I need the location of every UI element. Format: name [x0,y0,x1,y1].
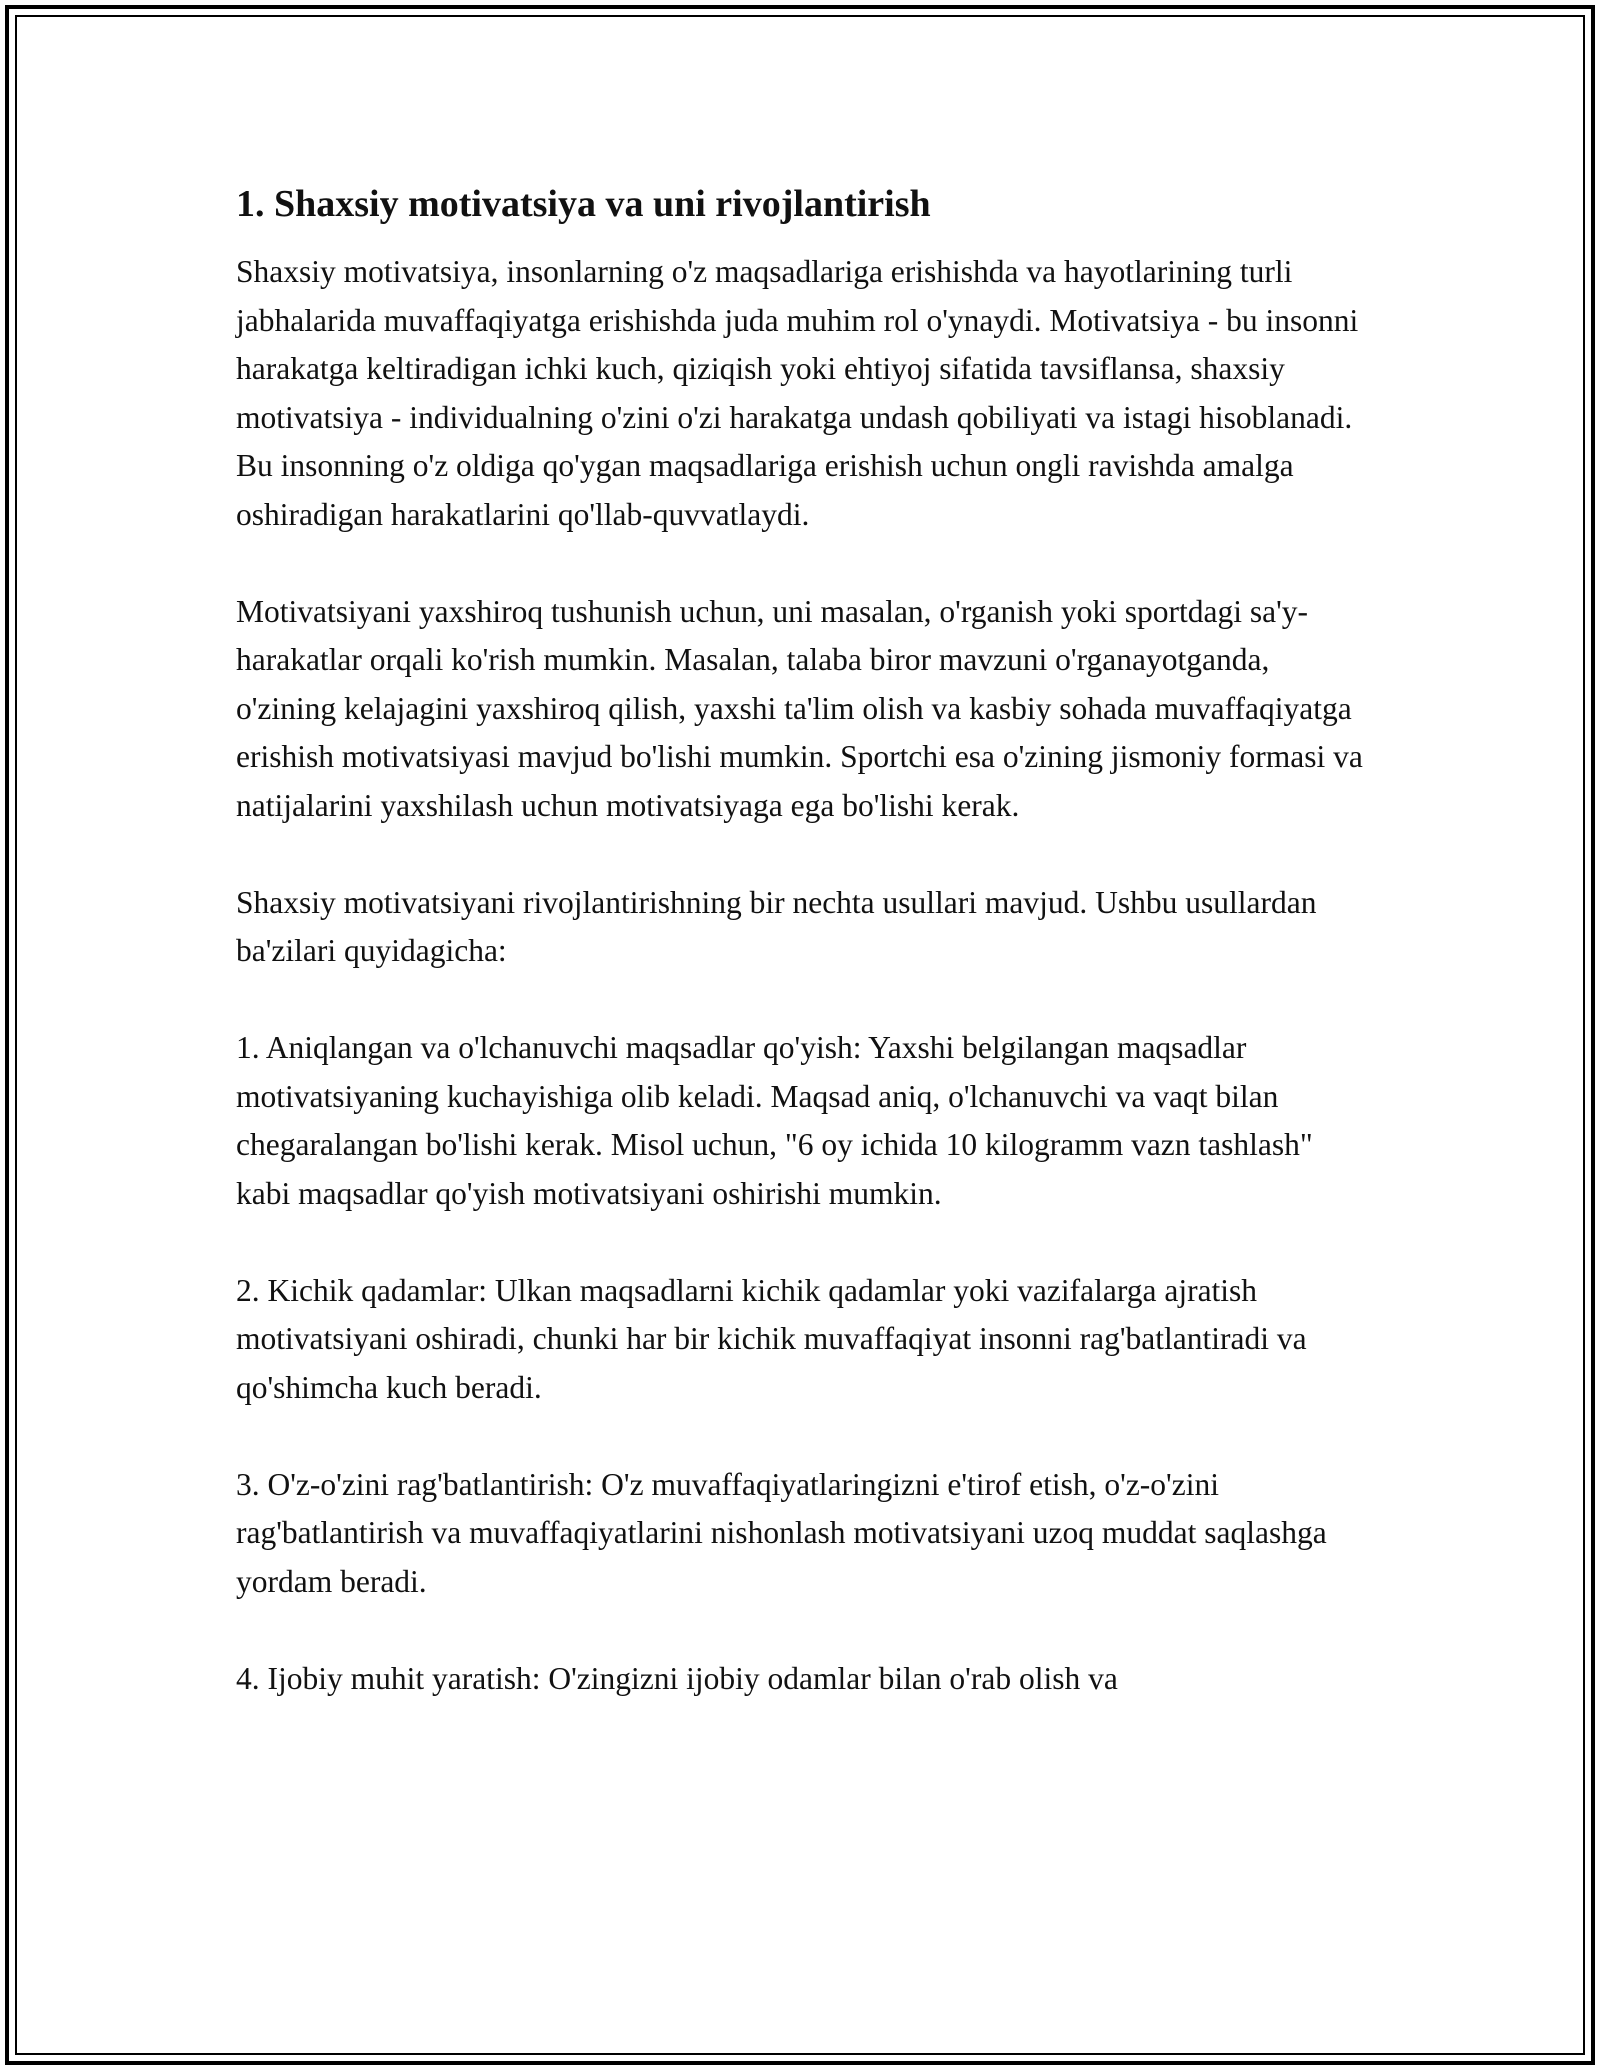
document-body [236,180,1366,1703]
paragraph-methods-intro: Shaxsiy motivatsiyani rivojlantirishning bir nechta usullari mavjud. Ushbu usullardan ba'zilari quyidagicha: [236,884,1317,968]
list-item-1: 1. Aniqlangan va o'lchanuvchi maqsadlar qo'yish: Yaxshi belgilangan maqsadlar motivatsiyaning kuchayishiga olib keladi. Maqsad aniq, o'lchanuvchi va vaqt bilan chegaralangan bo'lishi kerak. Misol uchun, "6 oy ichida 10 kilogramm vazn tashlash" kabi maqsadlar qo'yish motivatsiyani oshirishi mumkin. [236,1030,1313,1211]
list-item-2: 2. Kichik qadamlar: Ulkan maqsadlarni kichik qadamlar yoki vazifalarga ajratish motivatsiyani oshiradi, chunki har bir kichik muvaffaqiyat insonni rag'batlantiradi va qo'shimcha kuch beradi. [236,1272,1307,1405]
list-item-3: 3. O'z-o'zini rag'batlantirish: O'z muvaffaqiyatlaringizni e'tirof etish, o'z-o'zini rag'batlantirish va muvaffaqiyatlarini nishonlash motivatsiyani uzoq muddat saqlashga yordam beradi. [236,1466,1327,1599]
paragraph-examples: Motivatsiyani yaxshiroq tushunish uchun, uni masalan, o'rganish yoki sportdagi sa'y-harakatlar orqali ko'rish mumkin. Masalan, talaba biror mavzuni o'rganayotganda, o'zining kelajagini yaxshiroq qilish, yaxshi ta'lim olish va kasbiy sohada muvaffaqiyatga erishish motivatsiyasi mavjud bo'lishi mumkin. Sportchi esa o'zining jismoniy formasi va natijalarini yaxshilash uchun motivatsiyaga ega bo'lishi kerak. [236,593,1363,823]
section-heading: 1. Shaxsiy motivatsiya va uni rivojlantirish [236,183,931,225]
list-item-4: 4. Ijobiy muhit yaratish: O'zingizni ijobiy odamlar bilan o'rab olish va [236,1660,1118,1696]
paragraph-intro: Shaxsiy motivatsiya, insonlarning o'z maqsadlariga erishishda va hayotlarining turli jabhalarida muvaffaqiyatga erishishda juda muhim rol o'ynaydi. Motivatsiya - bu insonni harakatga keltiradigan ichki kuch, qiziqish yoki ehtiyoj sifatida tavsiflansa, shaxsiy motivatsiya - individualning o'zini o'zi harakatga undash qobiliyati va istagi hisoblanadi. Bu insonning o'z oldiga qo'ygan maqsadlariga erishish uchun ongli ravishda amalga oshiradigan harakatlarini qo'llab-quvvatlaydi. [236,254,1359,532]
